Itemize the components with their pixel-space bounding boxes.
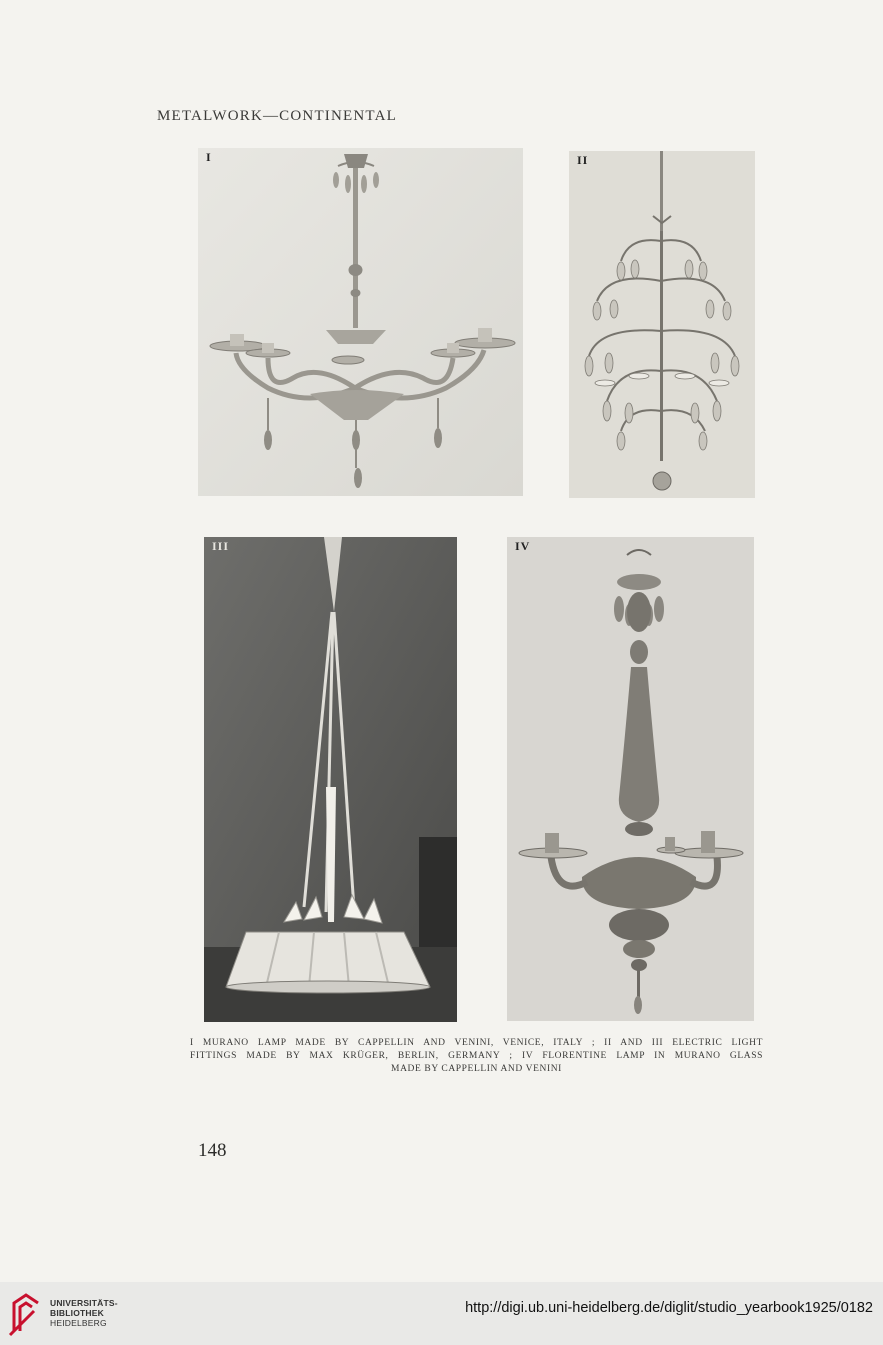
library-name-line-2: BIBLIOTHEK — [50, 1308, 104, 1318]
chandelier-1-illustration — [198, 148, 523, 496]
chandelier-2-illustration — [569, 151, 755, 498]
plate-numeral-3: III — [212, 539, 230, 553]
ub-heidelberg-logo-icon — [8, 1291, 44, 1337]
permalink-url[interactable]: http://digi.ub.uni-heidelberg.de/diglit/studio_yearbook1925/0182 — [465, 1300, 873, 1316]
caption-line-3: MADE BY CAPPELLIN AND VENINI — [391, 1064, 562, 1074]
library-name-line-1: UNIVERSITÄTS- — [50, 1298, 118, 1308]
digitization-footer — [0, 1282, 883, 1345]
plate-4-florentine-lamp-photo — [507, 537, 754, 1021]
plate-3-hanging-lamp-photo — [204, 537, 457, 1022]
florentine-lamp-illustration — [507, 537, 754, 1021]
caption-line-1: I MURANO LAMP MADE BY CAPPELLIN AND VENINI, VENICE, ITALY ; II AND III ELECTRIC LIGHT — [190, 1038, 763, 1048]
plate-numeral-4: IV — [515, 539, 531, 553]
plate-2-electric-fitting-photo — [569, 151, 755, 498]
library-name-line-3: HEIDELBERG — [50, 1318, 107, 1328]
plate-numeral-2: II — [577, 153, 589, 167]
plate-1-murano-lamp-photo — [198, 148, 523, 496]
plate-numeral-1: I — [206, 150, 212, 164]
library-name — [50, 1298, 118, 1328]
hanging-lamp-illustration — [204, 537, 457, 1022]
running-head: METALWORK—CONTINENTAL — [157, 108, 397, 124]
page-number: 148 — [198, 1140, 227, 1161]
caption-line-2: FITTINGS MADE BY MAX KRÜGER, BERLIN, GERMANY ; IV FLORENTINE LAMP IN MURANO GLASS — [190, 1051, 763, 1061]
plate-caption — [190, 1037, 763, 1076]
